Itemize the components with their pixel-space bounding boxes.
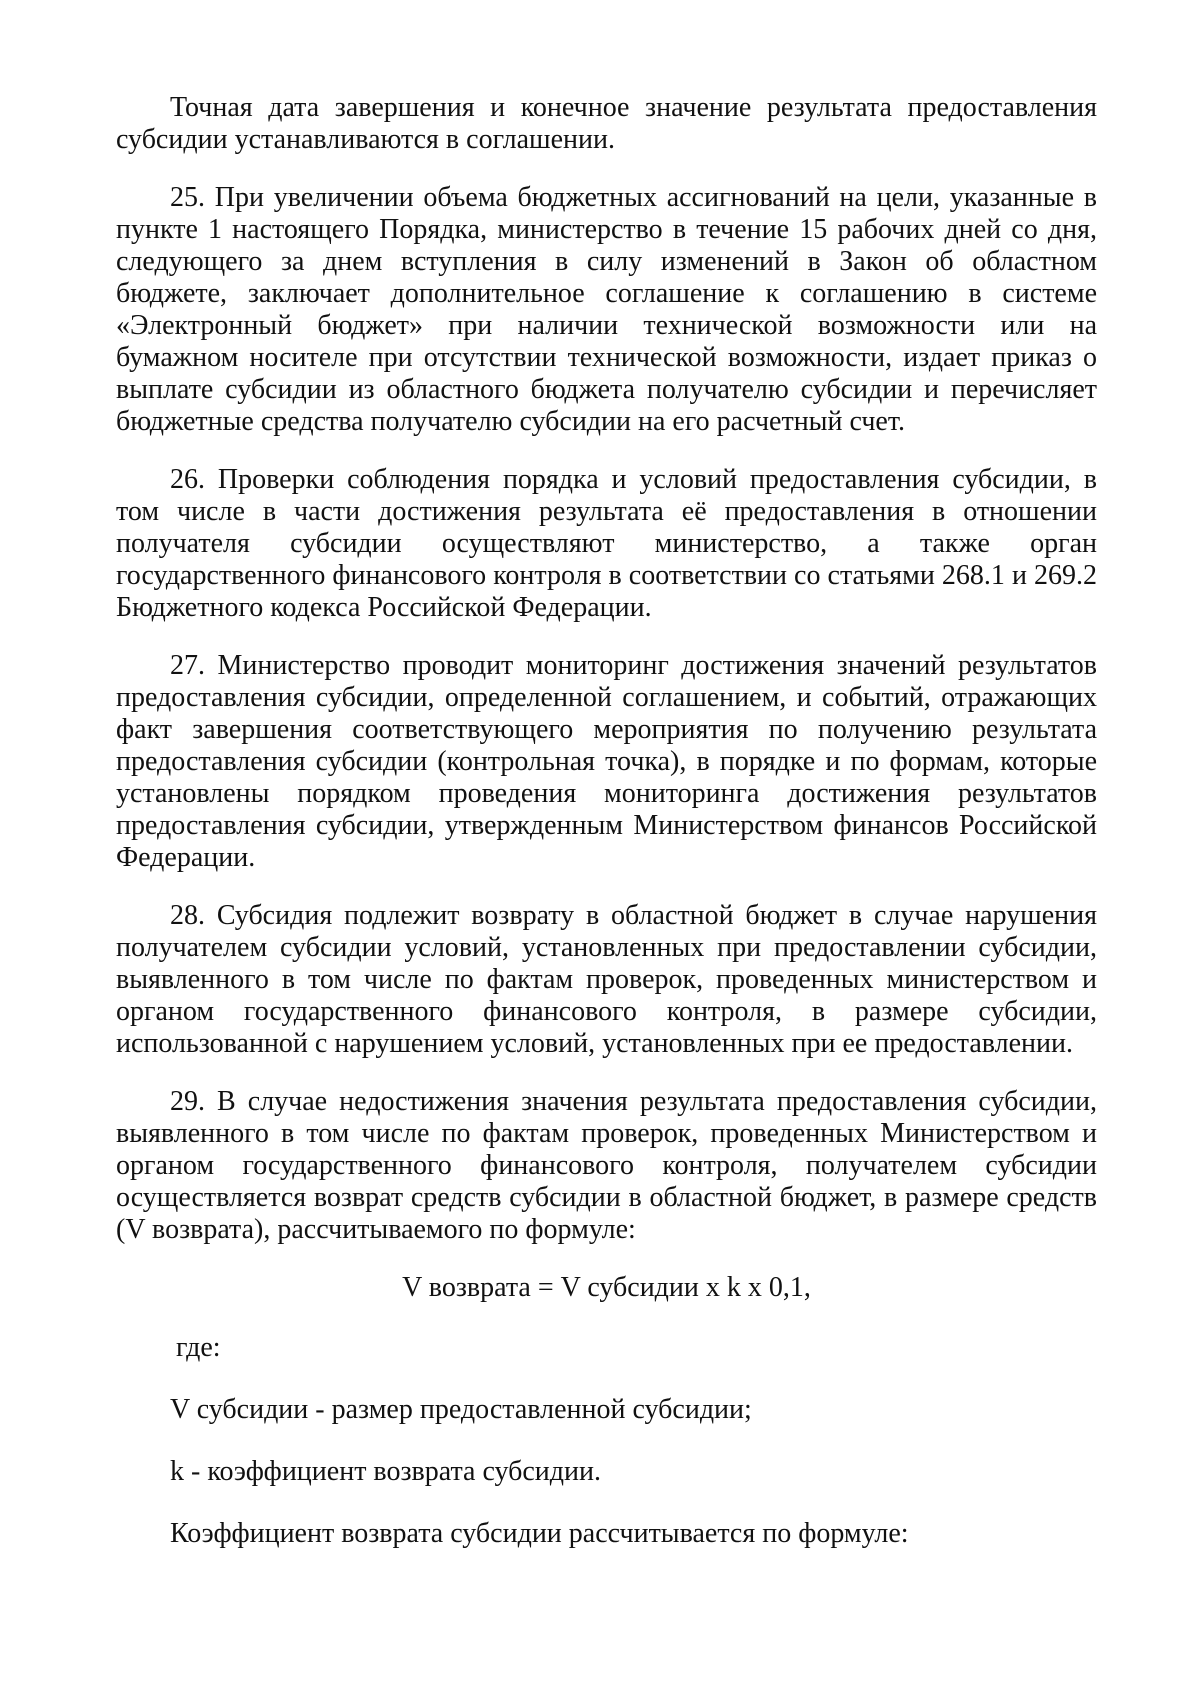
formula-v-return: V возврата = V субсидии x k x 0,1, [402,1272,811,1303]
definition-v-subsidy: V субсидии - размер предоставленной субсидии; [170,1394,752,1425]
paragraph-28: 28. Субсидия подлежит возврату в областной бюджет в случае нарушения получателем субсидии условий, установленных при предоставлении субсидии, выявленного в том числе по фактам проверок, проведенных министерством и органом государственного финансового контроля, в размере субсидии, использованной с нарушением условий, установленных при ее предоставлении. [116,900,1097,1059]
paragraph-intro: Точная дата завершения и конечное значение результата предоставления субсидии устанавливаются в соглашении. [116,92,1097,155]
where-label: где: [176,1332,221,1363]
paragraph-26: 26. Проверки соблюдения порядка и условий предоставления субсидии, в том числе в части достижения результата её предоставления в отношении получателя субсидии осуществляют министерство, а также орган государственного финансового контроля в соответствии со статьями 268.1 и 269.2 Бюджетного кодекса Российской Федерации. [116,464,1097,623]
document-page [116,92,1097,1580]
paragraph-29: 29. В случае недостижения значения результата предоставления субсидии, выявленного в том числе по фактам проверок, проведенных Министерством и органом государственного финансового контроля, получателем субсидии осуществляется возврат средств субсидии в областной бюджет, в размере средств (V возврата), рассчитываемого по формуле: [116,1086,1097,1245]
paragraph-27: 27. Министерство проводит мониторинг достижения значений результатов предоставления субсидии, определенной соглашением, и событий, отражающих факт завершения соответствующего мероприятия по получению результата предоставления субсидии (контрольная точка), в порядке и по формам, которые установлены порядком проведения мониторинга достижения результатов предоставления субсидии, утвержденным Министерством финансов Российской Федерации. [116,650,1097,873]
closing-line: Коэффициент возврата субсидии рассчитывается по формуле: [170,1518,909,1549]
paragraph-25: 25. При увеличении объема бюджетных ассигнований на цели, указанные в пункте 1 настоящего Порядка, министерство в течение 15 рабочих дней со дня, следующего за днем вступления в силу изменений в Закон об областном бюджете, заключает дополнительное соглашение к соглашению в системе «Электронный бюджет» при наличии технической возможности или на бумажном носителе при отсутствии технической возможности, издает приказ о выплате субсидии из областного бюджета получателю субсидии и перечисляет бюджетные средства получателю субсидии на его расчетный счет. [116,182,1097,437]
definition-k: k - коэффициент возврата субсидии. [170,1456,602,1487]
